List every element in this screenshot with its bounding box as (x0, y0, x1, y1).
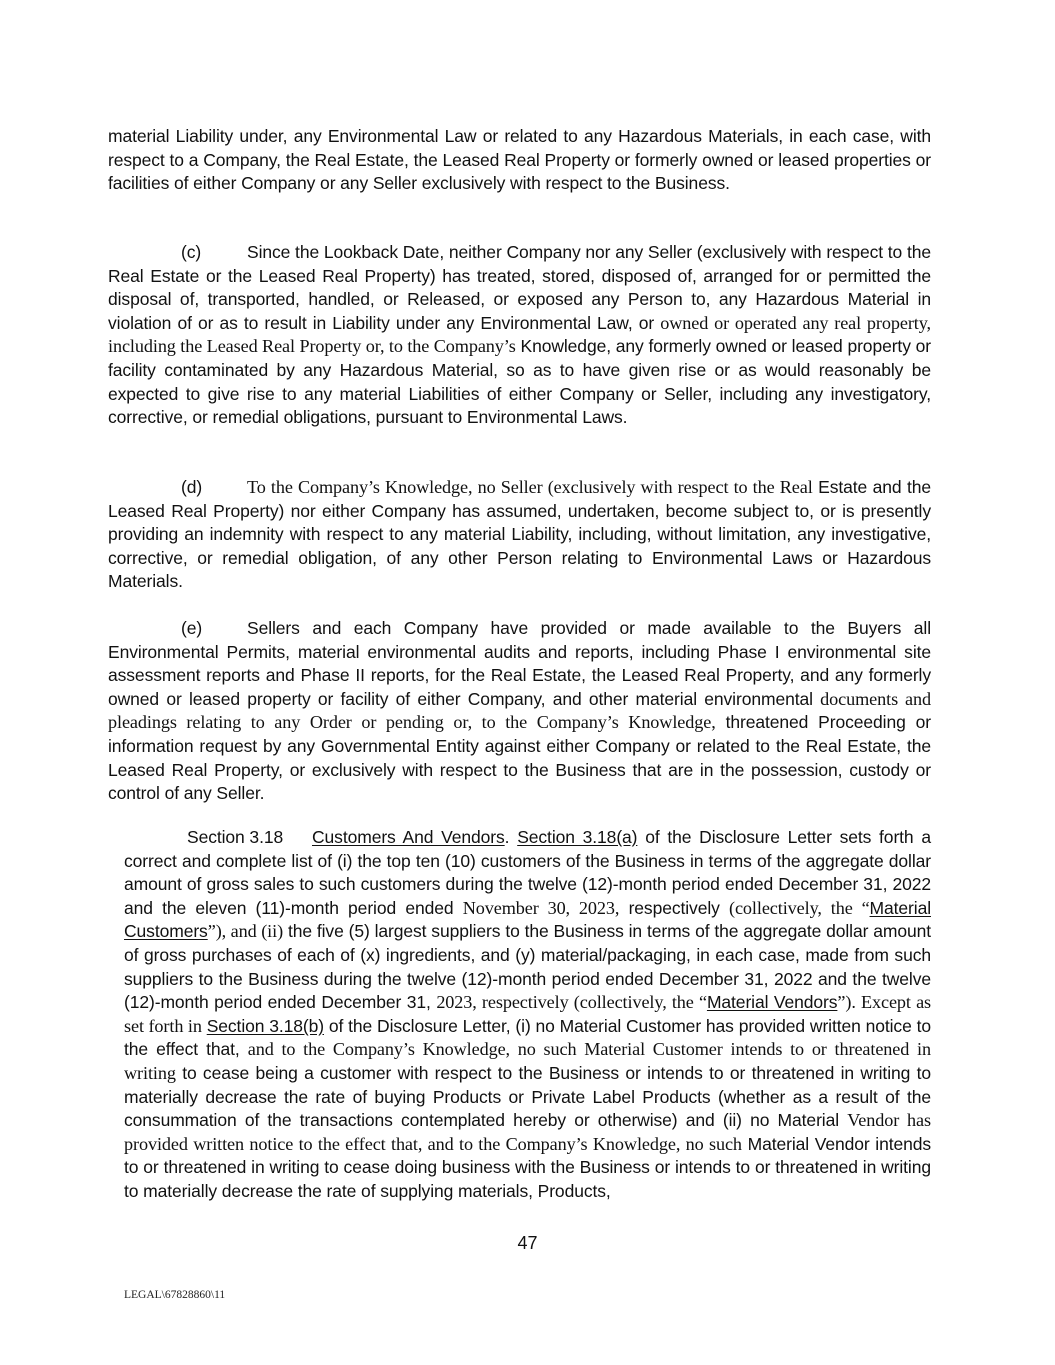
paragraph-d-text: Estate and the Leased Real Property) nor either Company has assumed, undertaken, become subject to, or is presently providing an indemnity with respect to any material Liability, including, without limitation, any investigative, corrective, or remedial obligation, of any other Person relating to Environmental Laws or Hazardous Materials. (108, 477, 932, 592)
defined-term-material-vendors: Material Vendors (706, 992, 838, 1013)
paragraph-e-text-end: threatened Proceeding or information request by any Governmental Entity against either Company or related to the Real Estate, the Leased Real Property, or exclusively with respect to the Business that are in the possession, custody or control of any Seller. (108, 712, 931, 804)
paragraph-e (108, 617, 931, 806)
section-ref-a: Section 3.18(a) (517, 827, 638, 847)
page-number: 47 (517, 1233, 538, 1253)
defined-term-material-customers: Material Customers (124, 897, 931, 942)
section-title: Customers And Vendors (312, 827, 505, 847)
paragraph-d (108, 476, 931, 594)
section-number: Section 3.18 (187, 827, 284, 847)
paragraph-d-text-serif: To the Company’s Knowledge, no Seller (exclusively with respect to the Real (247, 477, 813, 497)
paragraph-intro-text: material Liability under, any Environmental Law or related to any Hazardous Materials, in each case, with respect to a Company, the Real Estate, the Leased Real Property or formerly owned or leased properties or facilities of either Company or any Seller exclusively with respect to the Business. (108, 126, 931, 194)
paragraph-e-text: Sellers and each Company have provided or made available to the Buyers all Environmental Permits, material environmental audits and reports, including Phase I environmental site assessment reports and Phase II reports, for the Real Estate, the Leased Real Property, and any formerly owned or leased property or facility of either Company, and other material environmental (108, 618, 931, 709)
section-ref-b: Section 3.18(b) (206, 1015, 324, 1036)
section-3-18: Section 3.18 Customers And Vendors. Section 3.18(a) of the Disclosure Letter sets forth a correct and complete list of (i) the top ten (10) customers of the Business in terms of the aggregate dollar amount of gross sales to such customers during the twelve (12)-month period ended December 31, 2022 and the eleven (11)-month period ended November 30, 2023, respectively (collectively, the “Material Customers”), and (ii) the five (5) largest suppliers to the Business in terms of the aggregate dollar amount of gross purchases of each of (x) ingredients, and (y) material/packaging, in each case, made from such suppliers to the Business during the twelve (12)-month period ended December 31, 2022 and the twelve (12)-month period ended December 31, 2023, respectively (collectively, the “Material Vendors”). Except as set forth in Section 3.18(b) of the Disclosure Letter, (i) no Material Customer has provided written notice to the effect that, and to the Company’s Knowledge, no such Material Customer intends to or threatened in writing to cease being a customer with respect to the Business or intends to or threatened in writing to materially decrease the rate of buying Products or Private Label Products (whether as a result of the consummation of the transactions contemplated hereby or otherwise) and (ii) no Material Vendor has provided written notice to the effect that, and to the Company’s Knowledge, no such Material Vendor intends to or threatened in writing to cease doing business with the Business or intends to or threatened in writing to materially decrease the rate of supplying materials, Products, (124, 827, 932, 1201)
paragraph-c-text: Since the Lookback Date, neither Company nor any Seller (exclusively with respect to the Real Estate or the Leased Real Property) has treated, stored, disposed of, arranged for or permitted the disposal of, transported, handled, or Released, or exposed any Person to, any Hazardous Material in violation of or as to result in Liability under any Environmental Law, or (108, 242, 931, 333)
paragraph-d-label: (d) (181, 477, 203, 497)
paragraph-intro (108, 125, 931, 196)
paragraph-c-label: (c) (181, 242, 202, 262)
document-footer-id: LEGAL\67828860\11 (124, 1289, 226, 1301)
paragraph-c-text-end: Knowledge, any formerly owned or leased property or facility contaminated by any Hazardous Material, so as to have given rise or as would reasonably be expected to give rise to any material Liabilities of either Company or Seller, including any investigatory, corrective, or remedial obligations, pursuant to Environmental Laws. (108, 336, 932, 428)
paragraph-e-text-serif: documents and pleadings relating to any Order or pending or, to the Company’s Knowledge, (108, 688, 931, 733)
paragraph-c (108, 241, 931, 430)
paragraph-c-text-serif: owned or operated any real property, including the Leased Real Property or, to the Company’s (108, 312, 932, 357)
paragraph-e-label: (e) (181, 618, 203, 638)
